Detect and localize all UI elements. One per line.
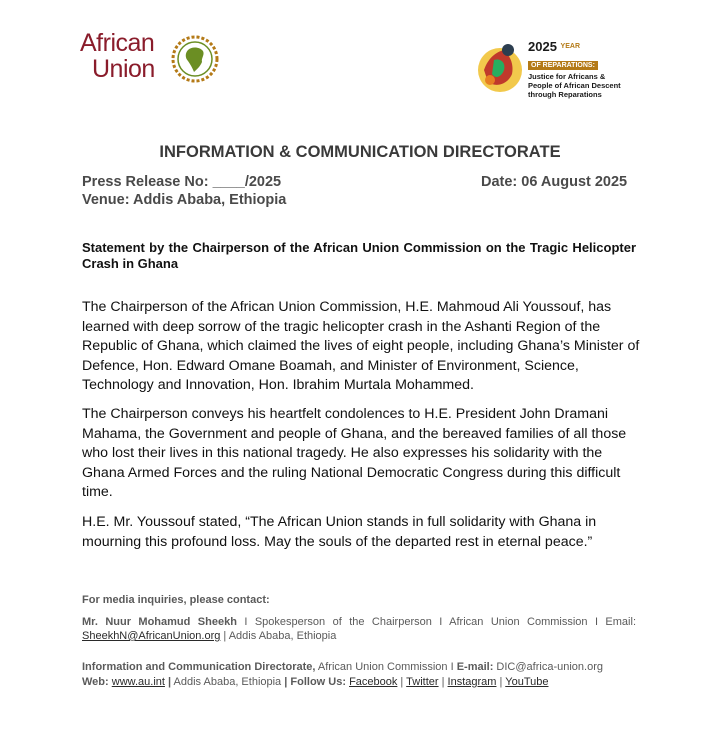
- statement-title: Statement by the Chairperson of the African Union Commission on the Tragic Helicopter Crash in Ghana: [82, 240, 636, 271]
- twitter-link[interactable]: Twitter: [406, 676, 439, 688]
- facebook-link[interactable]: Facebook: [349, 676, 398, 688]
- spokesperson-contact: [82, 615, 636, 643]
- footer-email: DIC@africa-union.org: [493, 661, 603, 673]
- paragraph-3: H.E. Mr. Youssouf stated, “The African Union stands in full solidarity with Ghana in mourning this profound loss. May the souls of the departed rest in eternal peace.”: [82, 514, 597, 550]
- au-emblem-icon: [170, 34, 220, 84]
- media-inquiries-heading: For media inquiries, please contact:: [82, 594, 270, 606]
- footer-org: Information and Communication Directorate,: [82, 661, 316, 673]
- footer-email-label: E-mail:: [456, 661, 494, 673]
- reparations-art-icon: [474, 40, 526, 94]
- year-of-reparations-text: 2025 $^{YEAR}$ OF REPARATIONS: Justice for Africans & People of African Descent through Reparations: [528, 39, 621, 99]
- year-of-reparations-logo: [474, 40, 654, 100]
- au-wordmark: African Union: [80, 29, 155, 83]
- web-link[interactable]: www.au.int: [111, 676, 165, 688]
- press-release-number: Press Release No: ____/2025: [82, 174, 282, 190]
- spokesperson-location: | Addis Ababa, Ethiopia: [220, 630, 337, 642]
- spokesperson-role: I Spokesperson of the Chairperson I African Union Commission I Email:: [236, 616, 636, 628]
- release-date: Date: 06 August 2025: [481, 174, 628, 190]
- spokesperson-email-link[interactable]: SheekhN@AfricanUnion.org: [82, 630, 221, 642]
- african-union-logo: [80, 30, 230, 90]
- venue: Venue: Addis Ababa, Ethiopia: [82, 192, 287, 208]
- instagram-link[interactable]: Instagram: [447, 676, 497, 688]
- footer-web-line: Web: www.au.int | Addis Ababa, Ethiopia | Follow Us: Facebook | Twitter | Instagram | YouTube: [82, 676, 549, 688]
- spokesperson-name: Mr. Nuur Mohamud Sheekh: [82, 616, 237, 628]
- directorate-heading: INFORMATION & COMMUNICATION DIRECTORATE: [159, 143, 561, 161]
- youtube-link[interactable]: YouTube: [505, 676, 549, 688]
- paragraph-1: The Chairperson of the African Union Commission, H.E. Mahmoud Ali Youssouf, has learned with deep sorrow of the tragic helicopter crash in the Ashanti Region of the Republic of Ghana, which claimed the lives of eight people, including Ghana’s Minister of Defence, Hon. Edward Omane Boamah, and Minister of Environment, Science, Technology and Innovation, Hon. Ibrahim Murtala Mohammed.: [82, 299, 640, 393]
- paragraph-2: The Chairperson conveys his heartfelt condolences to H.E. President John Dramani Mahama, the Government and people of Ghana, and the bereaved families of all those who lost their lives in this national tragedy. He also expresses his solidarity with the Ghana Armed Forces and the ruling National Democratic Congress during this difficult time.: [82, 406, 627, 500]
- footer: [82, 660, 636, 690]
- footer-org-line: Information and Communication Directorate, African Union Commission I E-mail: DIC@africa-union.org: [82, 661, 603, 673]
